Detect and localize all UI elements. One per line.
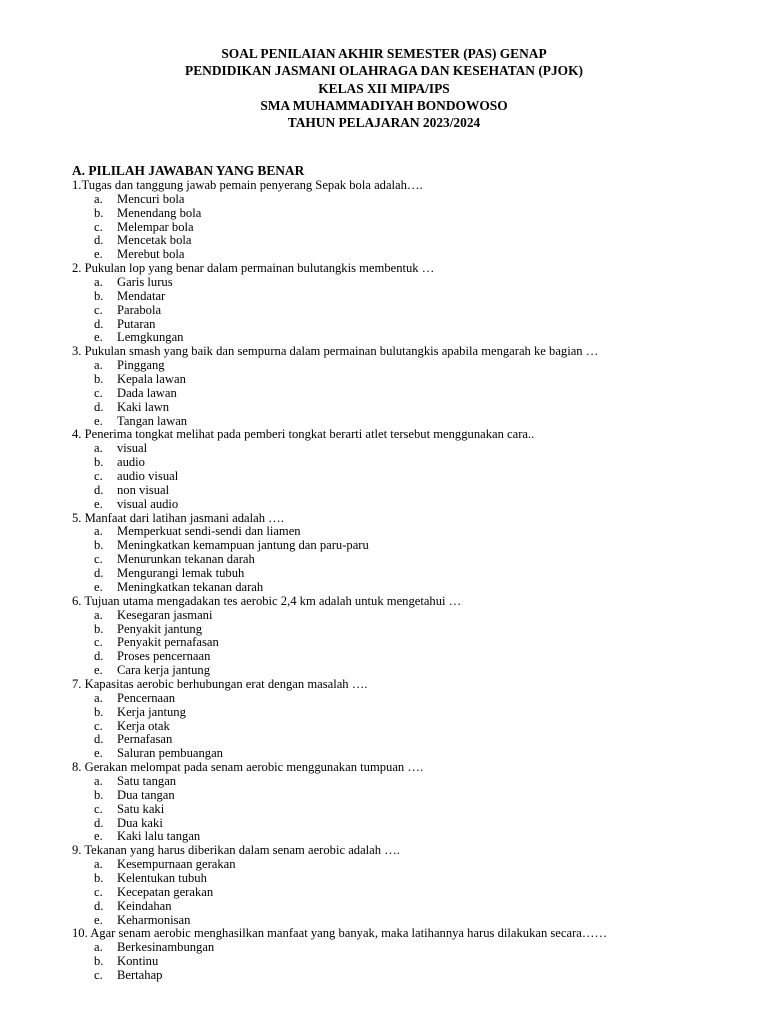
option-text: Lemgkungan	[117, 330, 184, 345]
answer-option	[72, 456, 712, 470]
option-letter: e.	[94, 829, 103, 844]
option-letter: b.	[94, 455, 104, 470]
question-text: 2. Pukulan lop yang benar dalam permainan bulutangkis membentuk …	[72, 261, 435, 276]
answer-option	[72, 775, 712, 789]
answer-option	[72, 276, 712, 290]
option-letter: d.	[94, 898, 104, 913]
option-text: Dua kaki	[117, 815, 163, 830]
answer-option	[72, 817, 712, 831]
question-item	[72, 927, 712, 982]
option-text: Kaki lalu tangan	[117, 829, 201, 844]
question-item	[72, 761, 712, 844]
question-item	[72, 678, 712, 761]
exam-header	[0, 45, 768, 131]
answer-option	[72, 359, 712, 373]
option-letter: b.	[94, 205, 104, 220]
option-text: Dada lawan	[117, 385, 177, 400]
answer-option	[72, 401, 712, 415]
answer-option	[72, 747, 712, 761]
question-item	[72, 428, 712, 511]
header-title: SOAL PENILAIAN AKHIR SEMESTER (PAS) GENAP	[221, 46, 547, 61]
option-letter: a.	[94, 940, 103, 955]
option-letter: a.	[94, 857, 103, 872]
answer-option	[72, 290, 712, 304]
option-text: Putaran	[117, 316, 156, 331]
option-text: Parabola	[117, 302, 162, 317]
answer-option	[72, 498, 712, 512]
answer-option	[72, 387, 712, 401]
answer-option	[72, 900, 712, 914]
option-text: visual audio	[117, 496, 179, 511]
question-item	[72, 512, 712, 595]
option-text: audio visual	[117, 469, 179, 484]
option-letter: a.	[94, 191, 103, 206]
option-text: Cara kerja jantung	[117, 663, 211, 678]
option-letter: a.	[94, 524, 103, 539]
answer-option	[72, 803, 712, 817]
section-title: A. PILILAH JAWABAN YANG BENAR	[72, 163, 305, 178]
answer-option	[72, 415, 712, 429]
answer-option	[72, 789, 712, 803]
answer-option	[72, 969, 712, 983]
answer-option	[72, 650, 712, 664]
option-text: Kaki lawn	[117, 399, 170, 414]
question-text: 5. Manfaat dari latihan jasmani adalah ….	[72, 510, 284, 525]
option-text: Kesempurnaan gerakan	[117, 857, 236, 872]
option-text: Menurunkan tekanan darah	[117, 552, 255, 567]
answer-option	[72, 733, 712, 747]
answer-option	[72, 221, 712, 235]
answer-option	[72, 664, 712, 678]
question-item	[72, 345, 712, 428]
question-item	[72, 844, 712, 927]
option-text: Merebut bola	[117, 247, 185, 262]
answer-option	[72, 609, 712, 623]
option-letter: d.	[94, 233, 104, 248]
option-letter: d.	[94, 482, 104, 497]
option-text: Melempar bola	[117, 219, 194, 234]
option-text: Mendatar	[117, 288, 166, 303]
header-class: KELAS XII MIPA/IPS	[318, 80, 450, 96]
header-subject: PENDIDIKAN JASMANI OLAHRAGA DAN KESEHATAN (PJOK)	[185, 63, 583, 79]
question-item	[72, 595, 712, 678]
answer-option	[72, 207, 712, 221]
option-text: Penyakit pernafasan	[117, 635, 219, 650]
option-letter: e.	[94, 579, 103, 594]
option-text: audio	[117, 455, 145, 470]
option-letter: b.	[94, 372, 104, 387]
option-letter: e.	[94, 746, 103, 761]
option-text: Meningkatkan tekanan darah	[117, 579, 264, 594]
option-text: Saluran pembuangan	[117, 746, 223, 761]
answer-option	[72, 623, 712, 637]
option-letter: c.	[94, 469, 103, 484]
option-letter: c.	[94, 635, 103, 650]
option-letter: d.	[94, 399, 104, 414]
option-letter: e.	[94, 413, 103, 428]
option-text: Pinggang	[117, 358, 165, 373]
answer-option	[72, 525, 712, 539]
answer-option	[72, 373, 712, 387]
answer-option	[72, 692, 712, 706]
option-letter: d.	[94, 815, 104, 830]
answer-option	[72, 442, 712, 456]
option-text: Bertahap	[117, 967, 163, 982]
option-letter: a.	[94, 358, 103, 373]
header-school: SMA MUHAMMADIYAH BONDOWOSO	[260, 97, 508, 113]
option-text: Mengurangi lemak tubuh	[117, 566, 245, 581]
option-letter: d.	[94, 732, 104, 747]
option-text: Penyakit jantung	[117, 621, 202, 636]
option-letter: e.	[94, 496, 103, 511]
question-item	[72, 262, 712, 345]
option-letter: b.	[94, 787, 104, 802]
answer-option	[72, 636, 712, 650]
answer-option	[72, 318, 712, 332]
option-letter: e.	[94, 247, 103, 262]
option-text: Kelentukan tubuh	[117, 870, 207, 885]
option-letter: c.	[94, 967, 103, 982]
option-text: Satu tangan	[117, 773, 177, 788]
answer-option	[72, 886, 712, 900]
answer-option	[72, 872, 712, 886]
answer-option	[72, 581, 712, 595]
option-letter: c.	[94, 219, 103, 234]
option-letter: c.	[94, 884, 103, 899]
question-text: 1.Tugas dan tanggung jawab pemain penyerang Sepak bola adalah….	[72, 178, 423, 192]
answer-option	[72, 248, 712, 262]
option-text: Kontinu	[117, 954, 159, 969]
answer-option	[72, 706, 712, 720]
option-text: Kerja otak	[117, 718, 170, 733]
option-letter: b.	[94, 954, 104, 969]
question-text: 10. Agar senam aerobic menghasilkan manfaat yang banyak, maka latihannya harus dilakukan secara……	[72, 926, 608, 941]
question-text: 7. Kapasitas aerobic berhubungan erat dengan masalah ….	[72, 676, 368, 691]
answer-option	[72, 955, 712, 969]
option-text: Dua tangan	[117, 787, 175, 802]
option-text: Memperkuat sendi-sendi dan liamen	[117, 524, 301, 539]
answer-option	[72, 304, 712, 318]
answer-option	[72, 484, 712, 498]
question-text: 6. Tujuan utama mengadakan tes aerobic 2,4 km adalah untuk mengetahui …	[72, 593, 462, 608]
option-letter: b.	[94, 870, 104, 885]
option-letter: a.	[94, 275, 103, 290]
option-text: Pencernaan	[117, 690, 176, 705]
option-letter: a.	[94, 441, 103, 456]
option-text: Keharmonisan	[117, 912, 191, 927]
answer-option	[72, 941, 712, 955]
option-text: Meningkatkan kemampuan jantung dan paru-paru	[117, 538, 369, 553]
option-letter: c.	[94, 302, 103, 317]
option-letter: b.	[94, 538, 104, 553]
option-text: Satu kaki	[117, 801, 165, 816]
option-text: non visual	[117, 482, 170, 497]
question-text: 8. Gerakan melompat pada senam aerobic menggunakan tumpuan ….	[72, 760, 424, 775]
question-text: 9. Tekanan yang harus diberikan dalam senam aerobic adalah ….	[72, 843, 400, 858]
question-list	[72, 179, 712, 983]
option-text: Pernafasan	[117, 732, 173, 747]
option-text: Mencuri bola	[117, 191, 185, 206]
option-text: Kepala lawan	[117, 372, 186, 387]
option-letter: d.	[94, 316, 104, 331]
option-text: Tangan lawan	[117, 413, 188, 428]
answer-option	[72, 470, 712, 484]
option-text: Proses pencernaan	[117, 649, 211, 664]
answer-option	[72, 858, 712, 872]
question-text: 4. Penerima tongkat melihat pada pemberi tongkat berarti atlet tersebut menggunakan cara..	[72, 427, 535, 442]
option-letter: b.	[94, 621, 104, 636]
answer-option	[72, 553, 712, 567]
option-letter: a.	[94, 773, 103, 788]
option-text: Menendang bola	[117, 205, 202, 220]
answer-option	[72, 830, 712, 844]
option-text: Kecepatan gerakan	[117, 884, 214, 899]
option-letter: e.	[94, 663, 103, 678]
header-year: TAHUN PELAJARAN 2023/2024	[287, 115, 481, 131]
option-letter: c.	[94, 385, 103, 400]
option-letter: d.	[94, 566, 104, 581]
question-item	[72, 179, 712, 262]
option-letter: c.	[94, 718, 103, 733]
option-text: Kerja jantung	[117, 704, 186, 719]
option-letter: b.	[94, 704, 104, 719]
answer-option	[72, 720, 712, 734]
answer-option	[72, 539, 712, 553]
option-letter: d.	[94, 649, 104, 664]
option-text: visual	[117, 441, 148, 456]
answer-option	[72, 331, 712, 345]
option-letter: b.	[94, 288, 104, 303]
option-letter: c.	[94, 801, 103, 816]
answer-option	[72, 914, 712, 928]
answer-option	[72, 193, 712, 207]
option-letter: a.	[94, 607, 103, 622]
option-text: Mencetak bola	[117, 233, 192, 248]
option-text: Keindahan	[117, 898, 172, 913]
option-text: Garis lurus	[117, 275, 173, 290]
question-text: 3. Pukulan smash yang baik dan sempurna dalam permainan bulutangkis apabila mengarah ke bagian …	[72, 344, 599, 359]
option-letter: e.	[94, 330, 103, 345]
option-text: Berkesinambungan	[117, 940, 215, 955]
answer-option	[72, 567, 712, 581]
answer-option	[72, 234, 712, 248]
option-text: Kesegaran jasmani	[117, 607, 213, 622]
option-letter: a.	[94, 690, 103, 705]
option-letter: e.	[94, 912, 103, 927]
option-letter: c.	[94, 552, 103, 567]
